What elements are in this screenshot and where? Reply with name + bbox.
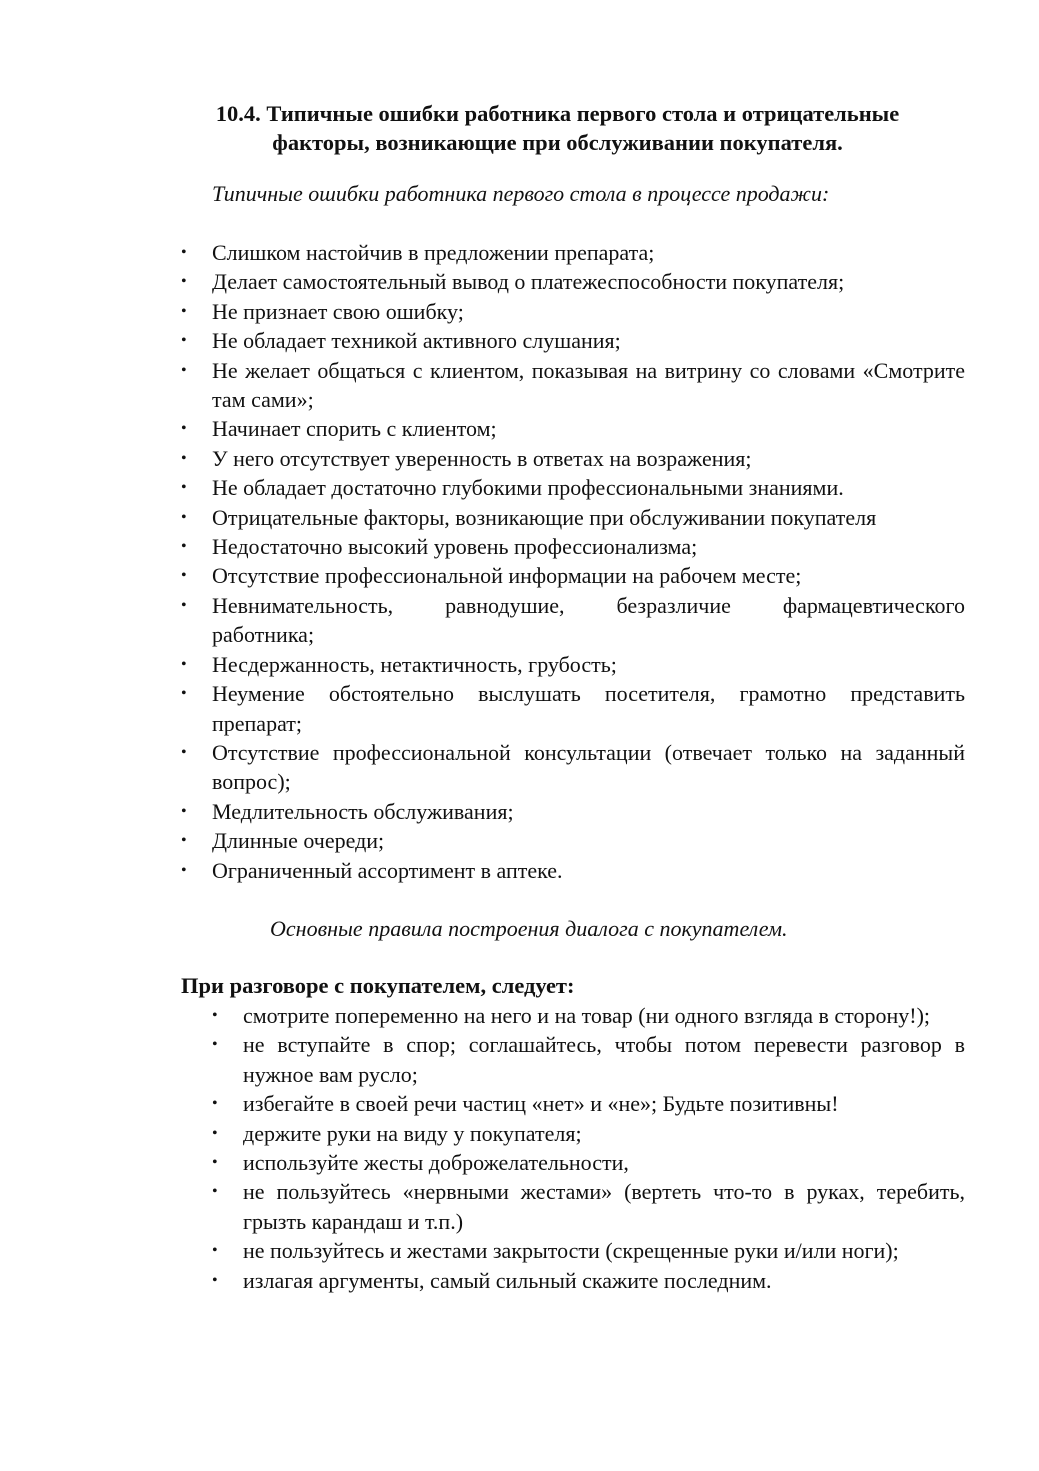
dialog-rules-lead: При разговоре с покупателем, следует: xyxy=(181,973,575,998)
list-item-text: не пользуйтесь «нервными жестами» (вертеть что-то в руках, теребить, грызть карандаш и т.п.) xyxy=(243,1179,965,1234)
bullet-icon: • xyxy=(212,1095,218,1113)
list-item-text: Длинные очереди; xyxy=(212,828,385,854)
list-item xyxy=(212,1119,965,1148)
bullet-icon: • xyxy=(181,861,187,879)
list-item-text: Ограниченный ассортимент в аптеке. xyxy=(212,857,563,883)
subheading-dialog-rules: Основные правила построения диалога с покупателем. xyxy=(270,916,788,941)
list-item xyxy=(181,238,965,267)
list-item xyxy=(212,1266,965,1295)
list-item xyxy=(181,856,965,885)
bullet-icon: • xyxy=(181,743,187,761)
list-item-text: Невнимательность, равнодушие, безразличие фармацевтического работника; xyxy=(212,592,965,648)
bullet-icon: • xyxy=(181,802,187,820)
list-item xyxy=(212,1030,965,1089)
list-item xyxy=(181,414,965,443)
list-item-text: используйте жесты доброжелательности, xyxy=(243,1150,629,1176)
bullet-icon: • xyxy=(181,302,187,320)
dialog-rules-list xyxy=(212,1001,965,1295)
bullet-icon: • xyxy=(181,567,187,585)
bullet-icon: • xyxy=(181,685,187,703)
list-item-text: Недостаточно высокий уровень профессионализма; xyxy=(212,534,698,560)
list-item-text: держите руки на виду у покупателя; xyxy=(243,1120,582,1146)
section-title-line-2: факторы, возникающие при обслуживании покупателя. xyxy=(272,130,843,155)
bullet-icon: • xyxy=(212,1183,218,1201)
list-item-text: не вступайте в спор; соглашайтесь, чтобы потом перевести разговор в нужное вам русло; xyxy=(243,1032,965,1087)
subheading-typical-errors: Типичные ошибки работника первого стола в процессе продажи: xyxy=(212,181,830,206)
list-item-text: смотрите попеременно на него и на товар (ни одного взгляда в сторону!); xyxy=(243,1003,931,1028)
list-item-text: Отсутствие профессиональной консультации (отвечает только на заданный вопрос); xyxy=(212,739,965,795)
list-item xyxy=(181,356,965,415)
bullet-icon: • xyxy=(212,1036,218,1054)
list-item xyxy=(181,561,965,590)
list-item xyxy=(181,297,965,326)
bullet-icon: • xyxy=(181,449,187,467)
list-item-text: Не желает общаться с клиентом, показывая на витрину со словами «Смотрите там сами»; xyxy=(212,357,965,413)
list-item xyxy=(181,473,965,502)
list-item-text: Не обладает техникой активного слушания; xyxy=(212,328,621,354)
list-item xyxy=(212,1236,965,1265)
list-item xyxy=(181,326,965,355)
list-item-text: У него отсутствует уверенность в ответах на возражения; xyxy=(212,445,752,471)
list-item-text: избегайте в своей речи частиц «нет» и «не»; Будьте позитивны! xyxy=(243,1091,839,1117)
list-item xyxy=(212,1089,965,1118)
list-item-text: Делает самостоятельный вывод о платежеспособности покупателя; xyxy=(212,269,845,295)
list-item xyxy=(181,591,965,650)
list-item-text: Отрицательные факторы, возникающие при обслуживании покупателя xyxy=(212,504,877,530)
bullet-icon: • xyxy=(181,832,187,850)
list-item xyxy=(181,679,965,738)
list-item xyxy=(181,797,965,826)
list-item xyxy=(212,1177,965,1236)
bullet-icon: • xyxy=(181,244,187,261)
bullet-icon: • xyxy=(181,332,187,350)
list-item-text: не пользуйтесь и жестами закрытости (скрещенные руки и/или ноги); xyxy=(243,1238,899,1264)
list-item xyxy=(181,826,965,855)
section-title-line-1: 10.4. Типичные ошибки работника первого стола и отрицательные xyxy=(215,101,900,126)
list-item xyxy=(181,650,965,679)
bullet-icon: • xyxy=(181,420,187,438)
list-item-text: Не обладает достаточно глубокими профессиональными знаниями. xyxy=(212,475,844,501)
list-item-text: Неумение обстоятельно выслушать посетителя, грамотно представить препарат; xyxy=(212,681,965,736)
bullet-icon: • xyxy=(212,1242,218,1260)
bullet-icon: • xyxy=(181,273,187,291)
bullet-icon: • xyxy=(181,361,187,379)
bullet-icon: • xyxy=(212,1007,218,1024)
list-item xyxy=(181,503,965,532)
bullet-icon: • xyxy=(212,1271,218,1289)
typical-errors-list xyxy=(181,238,965,885)
list-item xyxy=(212,1148,965,1177)
bullet-icon: • xyxy=(181,655,187,673)
list-item-text: Отсутствие профессиональной информации на рабочем месте; xyxy=(212,563,802,589)
list-item-text: Слишком настойчив в предложении препарата; xyxy=(212,240,655,265)
list-item-text: излагая аргументы, самый сильный скажите последним. xyxy=(243,1267,772,1293)
bullet-icon: • xyxy=(212,1124,218,1142)
list-item xyxy=(181,267,965,296)
list-item xyxy=(181,444,965,473)
bullet-icon: • xyxy=(181,596,187,614)
list-item xyxy=(212,1001,965,1030)
bullet-icon: • xyxy=(181,538,187,556)
bullet-icon: • xyxy=(181,508,187,526)
list-item xyxy=(181,738,965,797)
bullet-icon: • xyxy=(212,1154,218,1172)
list-item-text: Медлительность обслуживания; xyxy=(212,798,514,824)
list-item-text: Не признает свою ошибку; xyxy=(212,298,464,324)
list-item-text: Несдержанность, нетактичность, грубость; xyxy=(212,651,617,677)
list-item xyxy=(181,532,965,561)
section-title xyxy=(150,99,965,157)
bullet-icon: • xyxy=(181,479,187,497)
list-item-text: Начинает спорить с клиентом; xyxy=(212,416,497,442)
